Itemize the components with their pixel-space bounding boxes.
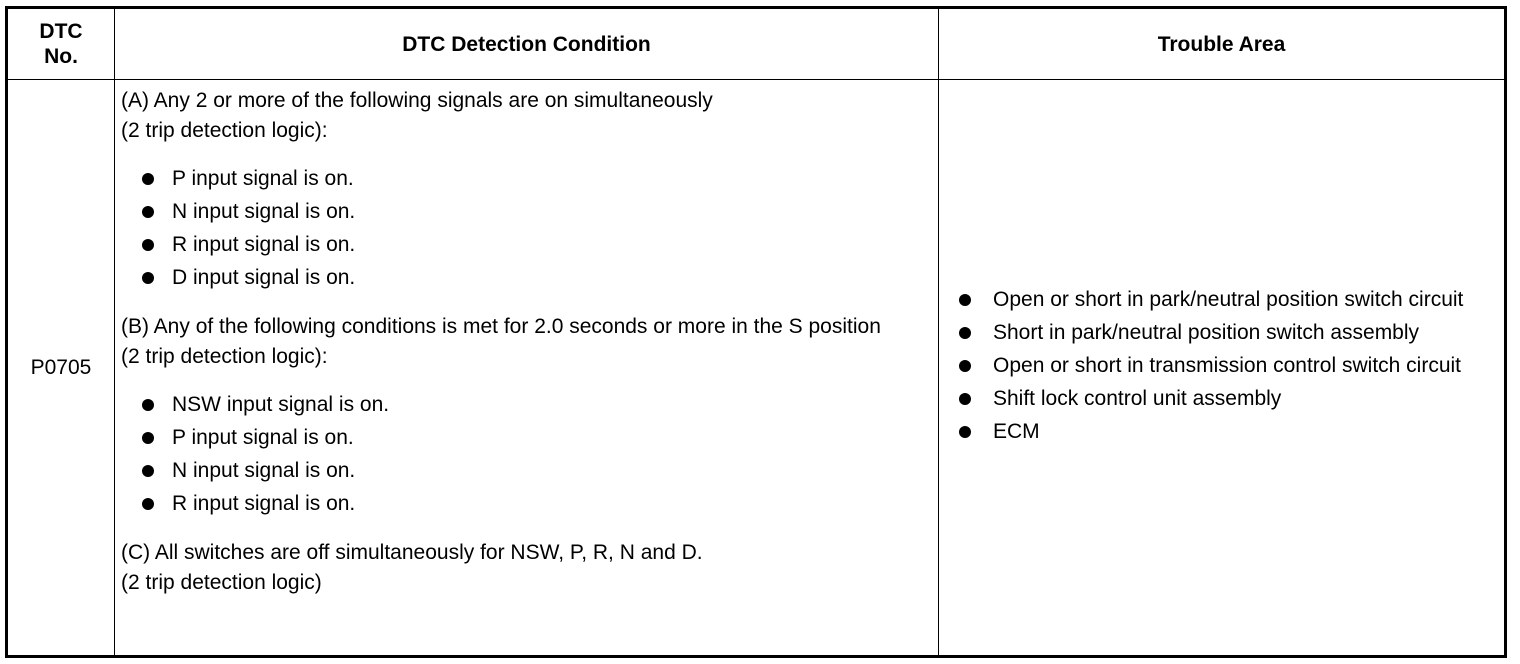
list-item-label: P input signal is on.	[172, 167, 354, 190]
list-item-label: Shift lock control unit assembly	[993, 387, 1282, 410]
header-dtc-no	[8, 9, 115, 80]
dtc-code-cell	[8, 80, 115, 656]
condition-a-text: (A) Any 2 or more of the following signals are on simultaneously	[121, 89, 713, 112]
detection-condition-cell	[115, 80, 939, 656]
bullet-dot-icon	[959, 294, 971, 306]
list-item-label: Open or short in park/neutral position switch circuit	[993, 288, 1464, 311]
list-item	[142, 388, 934, 421]
header-trouble-area: Trouble Area	[939, 9, 1505, 80]
list-item	[142, 228, 934, 261]
table-row	[8, 80, 1505, 656]
header-dtc-no-line2: No.	[44, 45, 78, 68]
bullet-dot-icon	[959, 327, 971, 339]
bullet-dot-icon	[142, 498, 154, 510]
bullet-dot-icon	[959, 393, 971, 405]
list-item-label: N input signal is on.	[172, 459, 356, 482]
condition-a-list	[142, 162, 934, 294]
list-item-label: Open or short in transmission control switch circuit	[993, 354, 1461, 377]
trouble-area-cell	[939, 80, 1505, 656]
list-item-label: Short in park/neutral position switch assembly	[993, 321, 1420, 344]
bullet-dot-icon	[959, 426, 971, 438]
list-item-label: R input signal is on.	[172, 233, 356, 256]
list-item	[142, 487, 934, 520]
condition-b-list	[142, 388, 934, 520]
list-item	[958, 417, 1500, 447]
list-item	[958, 318, 1500, 348]
bullet-dot-icon	[142, 173, 154, 185]
list-item	[958, 384, 1500, 414]
dtc-code: P0705	[30, 356, 92, 379]
bullet-dot-icon	[959, 360, 971, 372]
list-item-label: ECM	[993, 420, 1040, 443]
bullet-dot-icon	[142, 272, 154, 284]
list-item-label: P input signal is on.	[172, 426, 354, 449]
table-header-row	[8, 9, 1505, 80]
bullet-dot-icon	[142, 399, 154, 411]
header-detection-condition: DTC Detection Condition	[115, 9, 939, 80]
condition-c-logic: (2 trip detection logic)	[121, 571, 322, 594]
dtc-table-frame	[5, 6, 1507, 658]
bullet-dot-icon	[142, 239, 154, 251]
condition-a-logic: (2 trip detection logic):	[121, 119, 328, 142]
list-item-label: R input signal is on.	[172, 492, 356, 515]
trouble-area-list	[958, 285, 1500, 447]
condition-c-text: (C) All switches are off simultaneously for NSW, P, R, N and D.	[121, 541, 703, 564]
list-item	[142, 454, 934, 487]
condition-b-logic: (2 trip detection logic):	[121, 345, 328, 368]
list-item	[142, 195, 934, 228]
list-item	[958, 285, 1500, 315]
list-item	[142, 421, 934, 454]
condition-b-text: (B) Any of the following conditions is met for 2.0 seconds or more in the S position	[121, 315, 881, 338]
bullet-dot-icon	[142, 432, 154, 444]
list-item	[142, 261, 934, 294]
header-dtc-no-line1: DTC	[39, 20, 83, 43]
list-item-label: N input signal is on.	[172, 200, 356, 223]
list-item-label: D input signal is on.	[172, 266, 356, 289]
list-item-label: NSW input signal is on.	[172, 393, 390, 416]
dtc-table	[7, 8, 1505, 656]
list-item	[142, 162, 934, 195]
bullet-dot-icon	[142, 465, 154, 477]
bullet-dot-icon	[142, 206, 154, 218]
list-item	[958, 351, 1500, 381]
